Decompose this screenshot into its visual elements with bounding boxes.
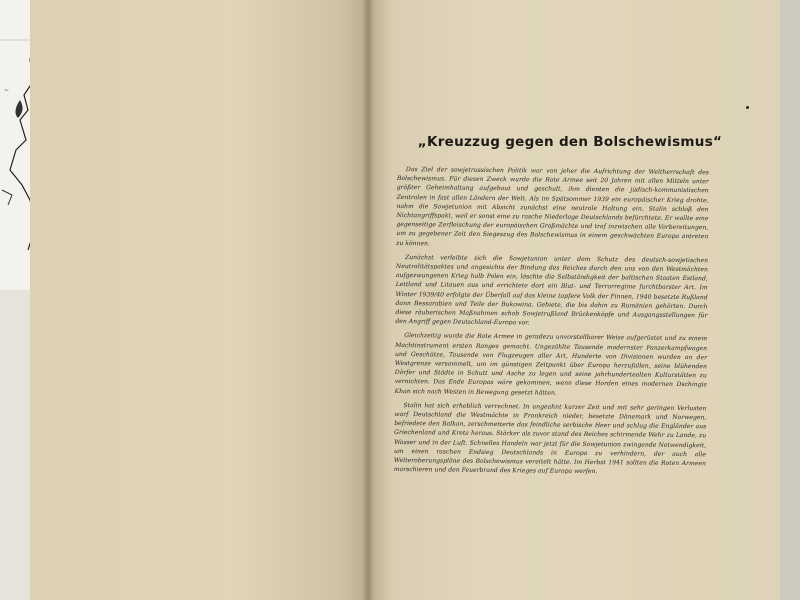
svg-text:~: ~ <box>4 87 10 94</box>
paragraph-4: Stalin hat sich erheblich verrechnet. In ungeahnt kurzer Zeit und mit sehr geringen Verlusten warf Deutschland die Westmächte in Frankreich nieder, besetzte Dänemark und Norwegen, befriedete den Balkan, zerschmetterte das feindliche serbische Heer und schlug die Engländer aus Griechenland und Kreta heraus. Stärker als zuvor stand des Reiches schirmende Wehr zu Lande, zu Wasser und in der Luft. Schnelles Handeln war jetzt für die Sowjetunion zwingende Notwendigkeit, um einen raschen Endsieg Deutschlands in Europa zu verhindern, der auch alle Welteroberungspläne des Bolschewismus vereitelt hätte. Im Herbst 1941 sollten die Roten Armeen marschieren und den Feuerbrand des Krieges auf Europa werfen. <box>393 401 707 476</box>
page-title: „Kreuzzug gegen den Bolschewismus“ <box>417 134 723 150</box>
article-body <box>394 165 709 483</box>
paragraph-1: Das Ziel der sowjetrussischen Politik war von jeher die Aufrichtung der Weltherrschaft des Bolschewismus. Für diesen Zweck wurde die Rote Armee seit 20 Jahren mit allen Mitteln unter größter Geheimhaltung aufgebaut und geschult, ihm dienten die jüdisch-kommunistischen Zentralen in fast allen Ländern der Welt. Als im Spätsommer 1939 ein europäischer Krieg drohte, nahm die Sowjetunion mit Absicht zunächst eine neutrale Haltung ein. Stalin schloß den Nichtangriffspakt, weil er sonst eine zu rasche Niederlage Deutschlands befürchtete. Er wollte eine gegenseitige Zerfleischung der europäischen Großmächte und traf inzwischen alle Vorbereitungen, um zu gegebener Zeit den Siegeszug des Bolschewismus in einem geschwächten Europa antreten zu können. <box>396 166 709 247</box>
paragraph-2: Zunächst verleibte sich die Sowjetunion unter dem Schutz des deutsch-sowjetischen Neutralitätspaktes und angesichts der Bindung des Reiches durch den uns von den Westmächten aufgezwungenen Krieg halb Polen ein, löschte die Selbständigkeit der baltischen Staaten Estland, Lettland und Litauen aus und errichtete dort ein Blut- und Terrorregime furchtbarster Art. Im Winter 1939/40 erfolgte der Überfall auf das kleine tapfere Volk der Finnen, 1940 besetzte Rußland dann Bessarabien und Teile der Bukowina, Gebiete, die bis dahin zu Rumänien gehörten. Durch diese räuberischen Maßnahmen schob Sowjetrußland Brückenköpfe und Ausgangsstellungen für den Angriff gegen Deutschland-Europa vor. <box>395 253 709 327</box>
background-edge <box>780 0 800 600</box>
page-mark <box>746 106 749 109</box>
book-gutter <box>362 0 374 600</box>
paragraph-3: Gleichzeitig wurde die Rote Armee in geradezu unvorstellbarer Weise aufgerüstet und zu einem Machtinstrument ersten Ranges gemacht. Ungezählte Tausende modernster Panzerkampfwagen und Geschütze, Tausende von Flugzeugen aller Art, Hunderte von Divisionen wurden an der Westgrenze versammelt, um im günstigen Zeitpunkt über Europa herzufallen, seine blühenden Dörfer und Städte in Schutt und Asche zu legen und seine jahrhundertealten Kulturstätten zu vernichten. Das Ende Europas wäre gekommen, wenn diese Horden eines modernen Dschingis Khan sich nach Westen in Bewegung gesetzt hätten. <box>394 332 708 397</box>
left-page <box>30 0 368 600</box>
